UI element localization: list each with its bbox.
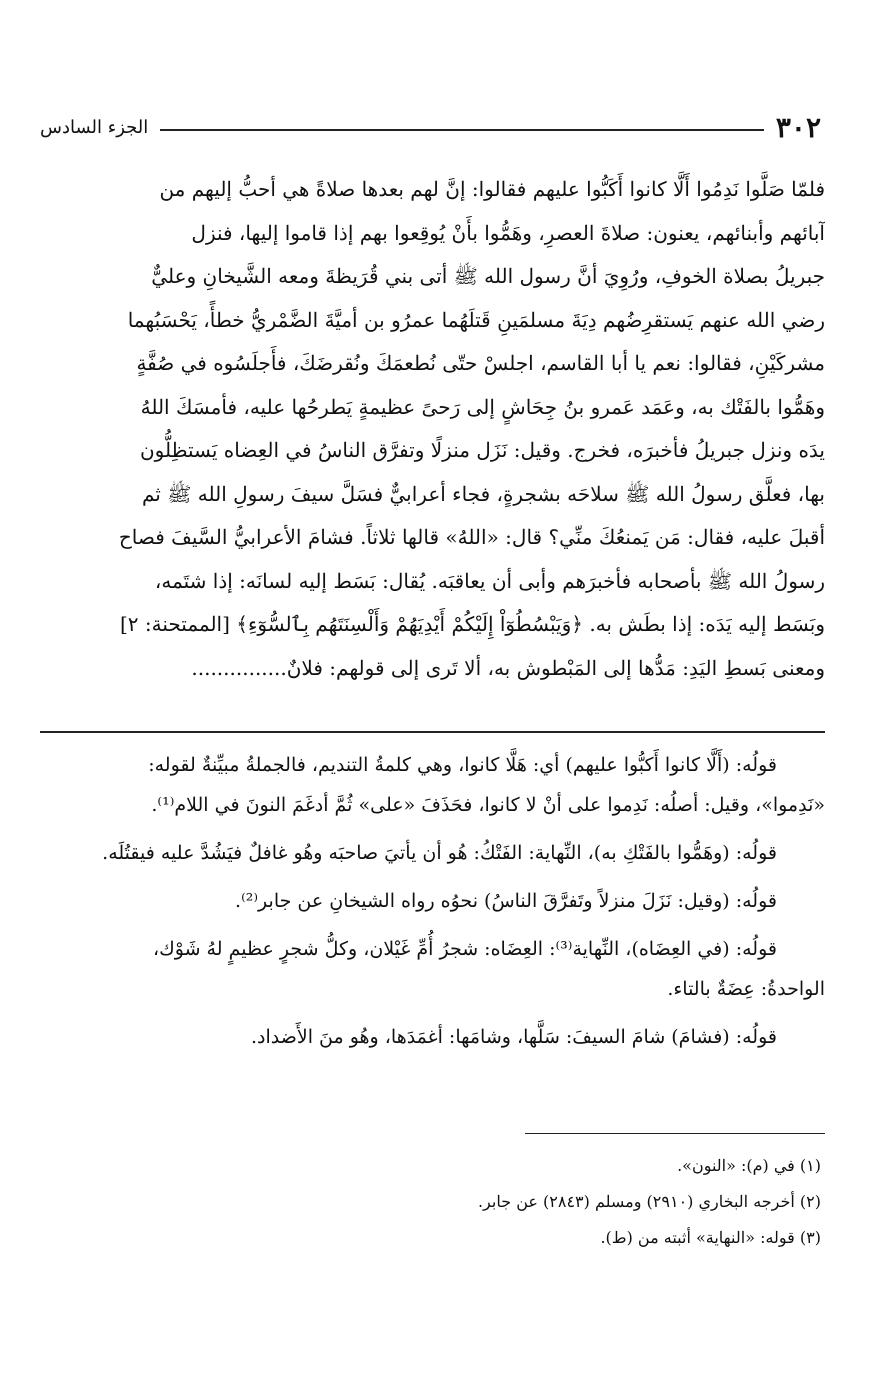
running-title: الجزء السادس [40, 116, 149, 138]
footnote: (٣) قوله: «النهاية» أثبته من (ط). [600, 1228, 821, 1247]
main-text-line: رضي الله عنهم يَستقرِضُهم دِيَةَ مسلمَينِ قَتلَهُما عمرُو بن أميَّةَ الضَّمْريُّ خطأً، يَحْسَبُهما [127, 307, 825, 332]
commentary-paragraph [40, 1017, 825, 1057]
main-text-line: مشركَيْنِ، فقالوا: نعم يا أبا القاسم، اجلسْ حتّى نُطعمَكَ ونُقرضَكَ، فأَجلَسُوه في صُفَّةٍ [136, 351, 825, 375]
commentary-line: قولُه: (في العِضَاه)، النِّهاية⁽³⁾: العِضَاه: شجرُ أُمِّ غَيْلان، وكلُّ شجرٍ عظيمٍ لهُ شَوْك، [152, 938, 777, 960]
main-text-line: أقبلَ عليه، فقال: مَن يَمنعُكَ منِّي؟ قال: «اللهُ» قالها ثلاثاً. فشامَ الأعرابيُّ السَّيفَ فصاح [118, 525, 825, 549]
commentary [40, 745, 825, 1065]
commentary-paragraph [40, 833, 825, 873]
commentary-line: قولُه: (فشامَ) شامَ السيفَ: سَلَّها، وشامَها: أغمَدَها، وهُو منَ الأَضداد. [251, 1026, 777, 1048]
header-rule [160, 129, 764, 131]
commentary-line: قولُه: (وهَمُّوا بالفَتْكِ به)، النِّهاية: الفَتْكُ: هُو أن يأتيَ صاحبَه وهُو غافلٌ فيَشُدَّ عليه فيقتُلَه. [102, 842, 777, 864]
commentary-line: قولُه: (أَلَّا كانوا أَكبُّوا عليهم) أي: هَلَّا كانوا، وهي كلمةُ التنديم، فالجملةُ مبيِّنةٌ لقوله: [148, 754, 777, 776]
footnotes [40, 1148, 821, 1256]
main-text-line: وهَمُّوا بالفَتْك به، وعَمَد عَمرو بنُ جِحَاشٍ إلى رَحىً عظيمةٍ يَطرحُها عليه، فأمسَكَ اللهُ [140, 394, 825, 419]
main-text-line: جبريلُ بصلاة الخوفِ، ورُوِيَ أنَّ رسول الله ﷺ أتى بني قُرَيظةَ ومعه الشَّيخانِ وعليٌّ [151, 264, 825, 288]
page-header [40, 106, 821, 148]
main-text-line: بها، فعلَّق رسولُ الله ﷺ سلاحَه بشجرةٍ، فجاء أعرابيٌّ فسَلَّ سيفَ رسولِ الله ﷺ ثم [142, 481, 825, 506]
footnote-divider [525, 1133, 825, 1134]
main-text-line: آبائهم وأبنائهم، يعنون: صلاةَ العصرِ، وهَمُّوا بأَنْ يُوقِعوا بهم إذا قاموا إليها، فنزل [191, 220, 825, 245]
commentary-line: الواحدةُ: عِضَةٌ بالتاء. [667, 978, 825, 1000]
main-text-line: ومعنى بَسطِ اليَدِ: مَدُّها إلى المَبْطوش به، ألا تَرى إلى قولهم: فلانٌ............... [191, 655, 825, 680]
main-text-line: فلمّا صَلَّوا نَدِمُوا أَلَّا كانوا أَكَبُّوا عليهم فقالوا: إنَّ لهم بعدها صلاةً هي أحبُّ إليهم من [159, 177, 825, 201]
footnote: (٢) أخرجه البخاري (٢٩١٠) ومسلم (٢٨٤٣) عن جابر. [477, 1192, 821, 1211]
main-text-line: يدَه ونزل جبريلُ فأخبرَه، فخرج. وقيل: نَزَل منزلًا وتفرَّق الناسُ في العِضاه يَستظِلُّون [139, 438, 825, 462]
main-text-line: رسولُ الله ﷺ بأصحابه فأخبرَهم وأبى أن يعاقبَه. يُقال: بَسَط إليه لسانَه: إذا شتَمه، [154, 568, 825, 593]
footnote: (١) في (م): «النون». [677, 1156, 821, 1175]
commentary-paragraph [40, 745, 825, 825]
commentary-paragraph [40, 881, 825, 921]
page-number: ٣٠٢ [775, 110, 821, 144]
main-text-line: وبَسَط إليه يَدَه: إذا بطَش به. ﴿وَيَبْسُطُوٓاْ إِلَيْكُمْ أَيْدِيَهُمْ وَأَلْسِنَتَهُم بِٱلسُّوٓءِ﴾ [الممتحنة: ٢] [119, 612, 825, 636]
section-divider [40, 731, 825, 733]
commentary-line: «نَدِموا»، وقيل: أصلُه: نَدِموا على أنْ لا كانوا، فحَذَفَ «على» ثُمَّ أدغَمَ النونَ في اللام⁽¹⁾. [151, 794, 825, 816]
commentary-line: قولُه: (وقيل: نَزَلَ منزلاً وتَفرَّقَ الناسُ) نحوُه رواه الشيخانِ عن جابر⁽²⁾. [235, 890, 777, 912]
commentary-paragraph [40, 929, 825, 1009]
main-text [40, 168, 825, 690]
